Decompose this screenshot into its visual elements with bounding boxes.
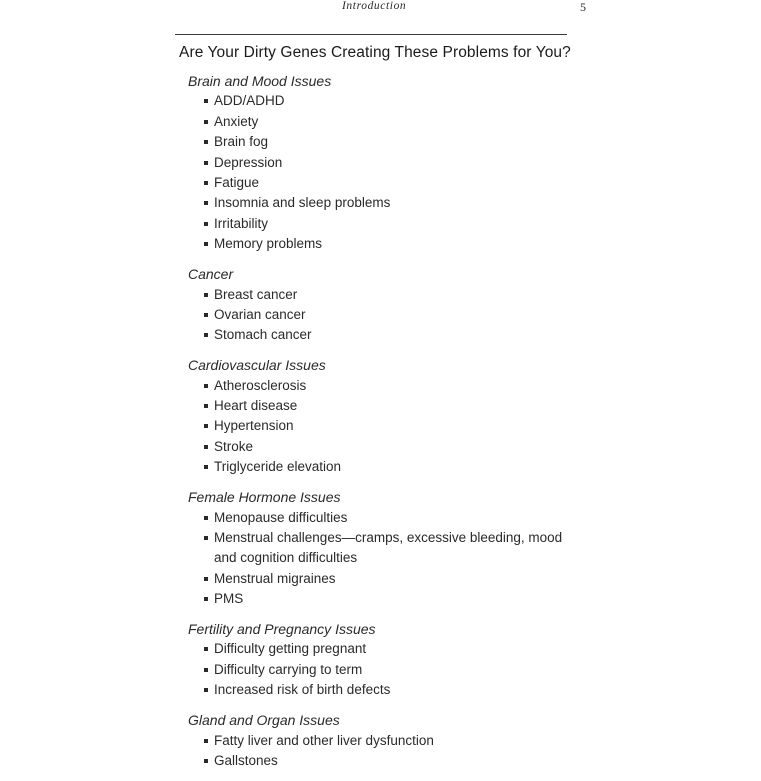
square-bullet-icon — [204, 445, 208, 449]
section — [188, 487, 568, 609]
list-item-text: Memory problems — [214, 236, 323, 252]
list-item-text: Triglyceride elevation — [214, 459, 342, 475]
list-item-text: Increased risk of birth defects — [214, 682, 391, 698]
section-items — [188, 639, 568, 700]
list-item — [188, 234, 568, 254]
list-item-text: Menstrual migraines — [214, 570, 336, 586]
list-item — [188, 305, 568, 325]
list-item — [188, 639, 568, 659]
list-item-text: Breast cancer — [214, 286, 298, 302]
list-item — [188, 416, 568, 436]
list-item — [188, 751, 568, 771]
section-items — [188, 376, 568, 478]
square-bullet-icon — [204, 99, 208, 103]
list-item-text: Depression — [214, 154, 283, 170]
section-items — [188, 91, 568, 254]
list-item-text: Fatty liver and other liver dysfunction — [214, 732, 434, 748]
section — [188, 355, 568, 477]
section-title: Female Hormone Issues — [188, 489, 341, 506]
running-head-title: Introduction — [342, 0, 407, 12]
page-number: 5 — [580, 0, 586, 14]
section-items — [188, 731, 568, 772]
list-item-text: Anxiety — [214, 113, 259, 129]
section — [188, 71, 568, 255]
square-bullet-icon — [204, 688, 208, 692]
list-item — [188, 173, 568, 193]
square-bullet-icon — [204, 201, 208, 205]
list-item-text: Atherosclerosis — [214, 377, 307, 393]
list-item — [188, 680, 568, 700]
list-item-text: ADD/ADHD — [214, 93, 285, 109]
list-item — [188, 528, 568, 569]
page-heading: Are Your Dirty Genes Creating These Problems for You? — [179, 44, 571, 61]
list-item — [188, 132, 568, 152]
list-item-text: Menstrual challenges—cramps, excessive bleeding, mood and cognition difficulties — [214, 529, 563, 566]
list-item-text: Fatigue — [214, 175, 260, 191]
header-rule — [175, 34, 567, 35]
square-bullet-icon — [204, 222, 208, 226]
list-item — [188, 376, 568, 396]
list-item — [188, 193, 568, 213]
running-head — [0, 0, 761, 14]
list-item-text: Irritability — [214, 215, 269, 231]
section-title: Cancer — [188, 266, 234, 283]
square-bullet-icon — [204, 597, 208, 601]
square-bullet-icon — [204, 404, 208, 408]
square-bullet-icon — [204, 161, 208, 165]
section — [188, 710, 568, 771]
square-bullet-icon — [204, 384, 208, 388]
list-item-text: Difficulty getting pregnant — [214, 641, 367, 657]
square-bullet-icon — [204, 739, 208, 743]
section-items — [188, 285, 568, 346]
section-title: Cardiovascular Issues — [188, 357, 326, 374]
list-item — [188, 457, 568, 477]
list-item-text: Gallstones — [214, 753, 278, 768]
square-bullet-icon — [204, 424, 208, 428]
section-title: Fertility and Pregnancy Issues — [188, 621, 376, 638]
section — [188, 619, 568, 701]
list-item-text: PMS — [214, 591, 244, 607]
square-bullet-icon — [204, 577, 208, 581]
list-item — [188, 285, 568, 305]
square-bullet-icon — [204, 647, 208, 651]
square-bullet-icon — [204, 759, 208, 763]
list-item — [188, 508, 568, 528]
list-item — [188, 660, 568, 680]
list-item-text: Difficulty carrying to term — [214, 661, 363, 677]
square-bullet-icon — [204, 333, 208, 337]
section-items — [188, 508, 568, 610]
list-item-text: Stomach cancer — [214, 327, 312, 343]
square-bullet-icon — [204, 536, 208, 540]
section-title: Brain and Mood Issues — [188, 73, 332, 89]
square-bullet-icon — [204, 242, 208, 246]
list-item-text: Heart disease — [214, 398, 298, 414]
section — [188, 264, 568, 346]
list-item — [188, 325, 568, 345]
list-item-text: Insomnia and sleep problems — [214, 195, 391, 211]
problem-list — [188, 71, 568, 781]
square-bullet-icon — [204, 140, 208, 144]
list-item — [188, 396, 568, 416]
list-item — [188, 214, 568, 234]
list-item-text: Menopause difficulties — [214, 509, 348, 525]
list-item — [188, 731, 568, 751]
square-bullet-icon — [204, 516, 208, 520]
list-item-text: Ovarian cancer — [214, 306, 306, 322]
list-item-text: Hypertension — [214, 418, 294, 434]
square-bullet-icon — [204, 293, 208, 297]
list-item — [188, 91, 568, 111]
square-bullet-icon — [204, 668, 208, 672]
square-bullet-icon — [204, 465, 208, 469]
list-item — [188, 153, 568, 173]
list-item — [188, 437, 568, 457]
square-bullet-icon — [204, 181, 208, 185]
list-item — [188, 589, 568, 609]
square-bullet-icon — [204, 313, 208, 317]
list-item — [188, 112, 568, 132]
list-item-text: Stroke — [214, 438, 254, 454]
section-title: Gland and Organ Issues — [188, 712, 340, 729]
list-item-text: Brain fog — [214, 134, 269, 150]
square-bullet-icon — [204, 120, 208, 124]
list-item — [188, 569, 568, 589]
